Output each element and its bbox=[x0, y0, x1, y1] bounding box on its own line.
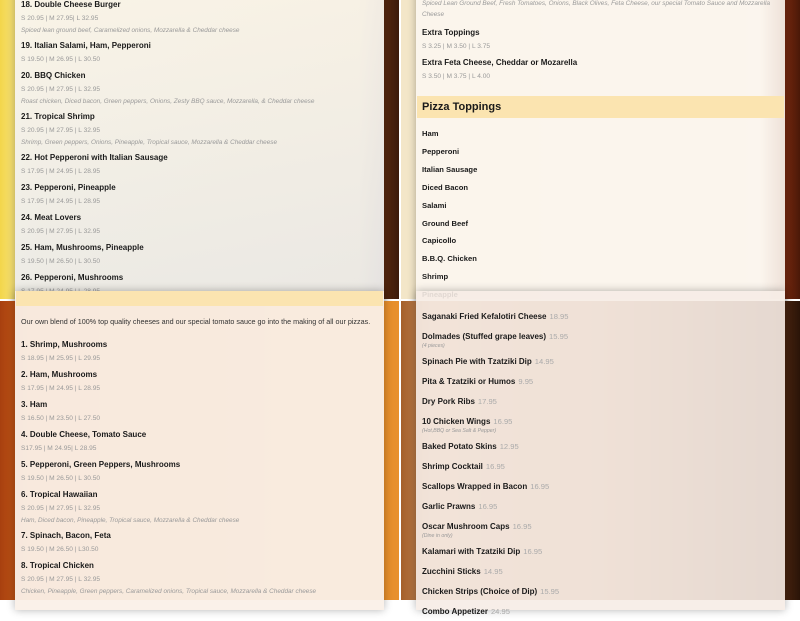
item-price: 16.95 bbox=[493, 417, 513, 426]
item-name: Shrimp Cocktail bbox=[422, 462, 483, 471]
item-name: 3. Ham bbox=[21, 400, 48, 409]
item-price: S 19.50 | M 26.50 | L 30.50 bbox=[21, 258, 101, 265]
menu-item bbox=[21, 529, 383, 556]
item-note: (Dine in only) bbox=[422, 533, 453, 539]
item-name: Baked Potato Skins bbox=[422, 442, 497, 451]
intro-text: Our own blend of 100% top quality cheeses and our special tomato sauce go into the making of all our pizzas. bbox=[21, 317, 371, 326]
specialty-pizzas-panel bbox=[0, 0, 399, 299]
item-price: S 20.95 | M 27.95 | L 32.95 bbox=[21, 127, 101, 134]
item-description: Roast chicken, Diced bacon, Green peppers, Onions, Zesty BBQ sauce, Mozzarella, & Cheddar cheese bbox=[21, 98, 315, 105]
toppings-list bbox=[422, 125, 784, 304]
item-name: Zucchini Sticks bbox=[422, 567, 481, 576]
item-name: 20. BBQ Chicken bbox=[21, 71, 86, 80]
item-price: S 20.95 | M 27.95 | L 32.95 bbox=[21, 505, 101, 512]
appetizer-item bbox=[422, 476, 784, 496]
item-name: 26. Pepperoni, Mushrooms bbox=[21, 273, 124, 282]
topping-item: Ground Beef bbox=[422, 218, 468, 228]
topping-item: Ham bbox=[422, 129, 439, 138]
appetizer-item bbox=[422, 391, 784, 411]
item-name: 2. Ham, Mushrooms bbox=[21, 370, 98, 379]
appetizers-panel bbox=[401, 301, 800, 616]
appetizer-item bbox=[422, 581, 784, 601]
item-name: 4. Double Cheese, Tomato Sauce bbox=[21, 430, 147, 439]
item-price: 15.95 bbox=[549, 332, 569, 341]
item-name: Dry Pork Ribs bbox=[422, 397, 475, 406]
appetizer-item bbox=[422, 351, 784, 371]
appetizer-item bbox=[422, 306, 784, 326]
item-price: 16.95 bbox=[530, 482, 550, 491]
item-description: Chicken, Pineapple, Green peppers, Caramelized onions, Tropical sauce, Mozzarella & Cheddar cheese bbox=[21, 588, 317, 595]
item-name: Scallops Wrapped in Bacon bbox=[422, 482, 528, 491]
item-name: Pita & Tzatziki or Humos bbox=[422, 377, 516, 386]
appetizer-item bbox=[422, 561, 784, 581]
item-description: Shrimp, Green peppers, Onions, Pineapple, Tropical sauce, Mozzarella & Cheddar cheese bbox=[21, 139, 277, 146]
item-price: S 20.95 | M 27.95 | L 32.95 bbox=[21, 576, 101, 583]
menu-item bbox=[21, 39, 383, 66]
menu-item bbox=[422, 26, 784, 53]
appetizer-item bbox=[422, 371, 784, 391]
item-name: 18. Double Cheese Burger bbox=[21, 0, 121, 9]
item-name: Oscar Mushroom Caps bbox=[422, 522, 510, 531]
topping-item: Capicollo bbox=[422, 236, 457, 246]
item-name: 6. Tropical Hawaiian bbox=[21, 490, 98, 499]
item-name: Spinach Pie with Tzatziki Dip bbox=[422, 357, 532, 366]
menu-item bbox=[21, 488, 383, 526]
item-price: S17.95 | M 24.95| L 28.95 bbox=[21, 445, 97, 452]
menu-item bbox=[21, 181, 383, 208]
appetizer-item bbox=[422, 541, 784, 561]
menu-item bbox=[21, 0, 383, 36]
item-price: S 3.25 | M 3.50 | L 3.75 bbox=[422, 43, 491, 50]
menu-item bbox=[422, 56, 784, 83]
item-price: 14.95 bbox=[534, 357, 554, 366]
item-price: 24.95 bbox=[490, 607, 510, 616]
item-price: 12.95 bbox=[499, 442, 519, 451]
topping-item: Italian Sausage bbox=[422, 164, 478, 174]
item-price: 16.95 bbox=[512, 522, 532, 531]
pizzas-panel bbox=[0, 301, 399, 600]
item-name: Chicken Strips (Choice of Dip) bbox=[422, 587, 538, 596]
item-price: 9.95 bbox=[518, 377, 534, 386]
item-description: Spiced Lean Ground Beef, Fresh Tomatoes, Onions, Black Olives, Feta Cheese, our special Tomato Sauce and Mozzarella Cheese bbox=[422, 0, 771, 18]
item-name: 21. Tropical Shrimp bbox=[21, 112, 95, 121]
topping-item: Shrimp bbox=[422, 272, 449, 282]
item-price: 16.95 bbox=[523, 547, 543, 556]
item-price: S 19.50 | M 26.50 | L 30.50 bbox=[21, 475, 101, 482]
item-price: 15.95 bbox=[540, 587, 560, 596]
menu-item bbox=[21, 338, 383, 365]
item-note: (4 pieces) bbox=[422, 343, 445, 349]
section-title: Pizza Toppings bbox=[422, 101, 502, 113]
item-price: 16.95 bbox=[485, 462, 505, 471]
pizza-list bbox=[21, 316, 383, 600]
item-description: Spiced lean ground beef, Caramelized onions, Mozzarella & Cheddar cheese bbox=[21, 27, 240, 34]
item-price: S 17.95 | M 24.95 | L 28.95 bbox=[21, 385, 101, 392]
item-price: 16.95 bbox=[478, 502, 498, 511]
item-name: Extra Feta Cheese, Cheddar or Mozarella bbox=[422, 58, 578, 67]
item-price: 18.95 bbox=[549, 312, 569, 321]
item-name: 25. Ham, Mushrooms, Pineapple bbox=[21, 243, 144, 252]
menu-item bbox=[21, 398, 383, 425]
item-name: 1. Shrimp, Mushrooms bbox=[21, 340, 108, 349]
appetizer-item bbox=[422, 436, 784, 456]
toppings-panel bbox=[401, 0, 800, 299]
menu-item bbox=[21, 428, 383, 455]
item-name: Extra Toppings bbox=[422, 28, 480, 37]
topping-item: B.B.Q. Chicken bbox=[422, 254, 477, 264]
menu-item bbox=[21, 241, 383, 268]
item-price: 14.95 bbox=[483, 567, 503, 576]
menu-item bbox=[21, 458, 383, 485]
item-price: S 17.95 | M 24.95 | L 28.95 bbox=[21, 168, 101, 175]
item-name: 22. Hot Pepperoni with Italian Sausage bbox=[21, 153, 168, 162]
item-name: 24. Meat Lovers bbox=[21, 213, 82, 222]
item-price: S 20.95 | M 27.95 | L 32.95 bbox=[21, 86, 101, 93]
topping-item: Pepperoni bbox=[422, 146, 460, 156]
menu-item bbox=[21, 211, 383, 238]
item-price: S 18.95 | M 25.95 | L 29.95 bbox=[21, 355, 101, 362]
item-name: 23. Pepperoni, Pineapple bbox=[21, 183, 116, 192]
item-price: S 19.50 | M 26.50 | L30.50 bbox=[21, 546, 99, 553]
extras-list bbox=[422, 0, 784, 86]
topping-item: Diced Bacon bbox=[422, 182, 468, 192]
item-description: Ham, Diced bacon, Pineapple, Tropical sauce, Mozzarella & Cheddar cheese bbox=[21, 517, 240, 524]
item-name: Dolmades (Stuffed grape leaves) bbox=[422, 332, 547, 341]
item-name: Garlic Prawns bbox=[422, 502, 476, 511]
pizza-list bbox=[21, 0, 383, 301]
menu-item bbox=[21, 110, 383, 148]
appetizer-item bbox=[422, 496, 784, 516]
topping-item: Salami bbox=[422, 200, 447, 210]
item-name: 10 Chicken Wings bbox=[422, 417, 491, 426]
item-price: S 16.50 | M 23.50 | L 27.50 bbox=[21, 415, 101, 422]
item-price: S 20.95 | M 27.95| L 32.95 bbox=[21, 15, 99, 22]
section-header bbox=[417, 96, 784, 118]
appetizer-item bbox=[422, 456, 784, 476]
item-name: Kalamari with Tzatziki Dip bbox=[422, 547, 521, 556]
menu-item bbox=[21, 69, 383, 107]
item-name: 8. Tropical Chicken bbox=[21, 561, 94, 570]
item-price: S 20.95 | M 27.95 | L 32.95 bbox=[21, 228, 101, 235]
item-price: S 19.50 | M 26.95 | L 30.50 bbox=[21, 56, 101, 63]
item-name: Saganaki Fried Kefalotiri Cheese bbox=[422, 312, 547, 321]
item-price: S 3.50 | M 3.75 | L 4.00 bbox=[422, 73, 491, 80]
item-name: Combo Appetizer bbox=[422, 607, 488, 616]
item-price: S 17.95 | M 24.95 | L 28.95 bbox=[21, 198, 101, 205]
item-name: 19. Italian Salami, Ham, Pepperoni bbox=[21, 41, 151, 50]
menu-item bbox=[21, 559, 383, 597]
item-note: (Hot,BBQ or Sea Salt & Pepper) bbox=[422, 428, 497, 434]
menu-item bbox=[21, 368, 383, 395]
appetizer-item bbox=[422, 601, 784, 621]
menu-item bbox=[21, 151, 383, 178]
item-name: 7. Spinach, Bacon, Feta bbox=[21, 531, 111, 540]
item-price: 17.95 bbox=[477, 397, 497, 406]
appetizer-list bbox=[422, 306, 784, 621]
section-header bbox=[16, 291, 383, 306]
item-name: 5. Pepperoni, Green Peppers, Mushrooms bbox=[21, 460, 181, 469]
